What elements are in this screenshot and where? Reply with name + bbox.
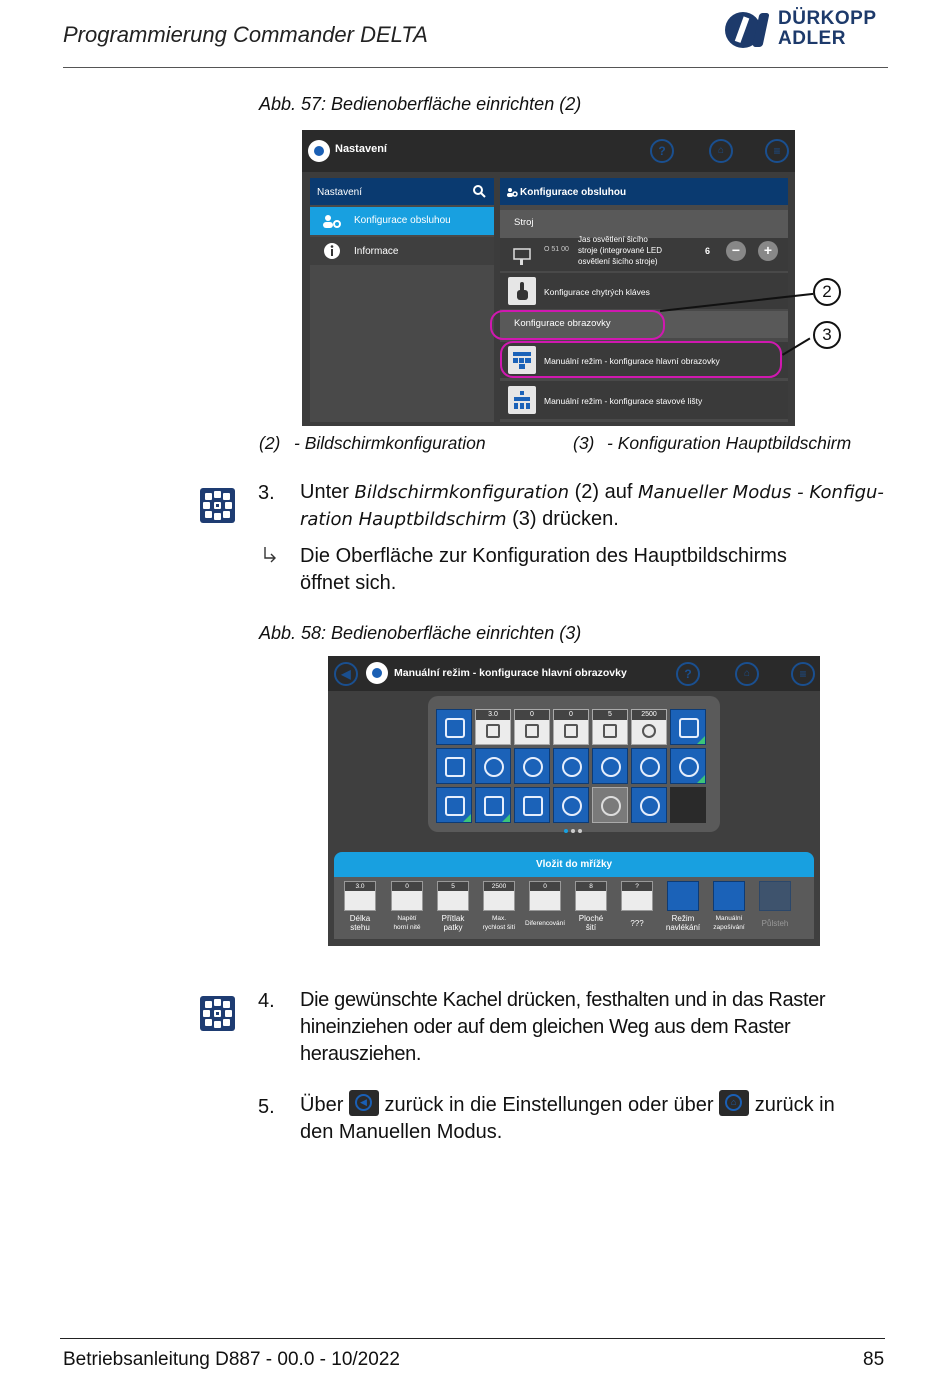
step-3-emph-1: Bildschirmkonfiguration <box>354 482 570 503</box>
smart-keys-label: Konfigurace chytrých kláves <box>544 287 650 297</box>
duerkopp-adler-logo <box>724 8 889 52</box>
tray-tile-manual-backtack-icon[interactable] <box>713 881 745 911</box>
home-button-icon[interactable]: ⌂ <box>735 662 759 686</box>
left-panel-title: Nastavení <box>317 187 363 198</box>
step-5-text <box>300 1090 890 1146</box>
screenshot-main-screen-config <box>328 656 820 946</box>
search-icon[interactable] <box>472 184 486 198</box>
grid-tile-foot-pressure[interactable] <box>592 709 628 745</box>
grid-tile-needle-icon[interactable] <box>670 709 706 745</box>
sidebar-item-informace[interactable] <box>310 237 494 265</box>
tile-value: 3.0 <box>476 710 510 720</box>
service-level-icon <box>200 488 235 523</box>
result-arrow-icon <box>262 546 278 564</box>
grid-tile-wave-icon[interactable] <box>553 748 589 784</box>
grid-tile-threading-icon[interactable] <box>436 709 472 745</box>
step-3-result-line1: Die Oberfläche zur Konfiguration des Hauptbildschirms <box>300 545 787 567</box>
header-rule <box>63 67 888 68</box>
step-4-number: 4. <box>258 990 275 1012</box>
step-3-result-line2: öffnet sich. <box>300 572 397 594</box>
users-gear-icon <box>506 187 518 197</box>
settings-gear-icon <box>308 140 330 162</box>
step-4-line3: herausziehen. <box>300 1043 422 1065</box>
screen-title: Nastavení <box>335 143 387 155</box>
left-panel-header <box>310 178 494 205</box>
step-5-line2: den Manuellen Modus. <box>300 1121 503 1143</box>
logo-text-line2: ADLER <box>778 28 846 49</box>
led-minus-button[interactable]: − <box>726 241 746 261</box>
tile-tray[interactable] <box>334 877 814 939</box>
tile-value: 0 <box>554 710 588 720</box>
tray-label-threading-mode: Režim navlékání <box>665 914 701 932</box>
tray-label-half-stitch: Půlsteh <box>761 919 789 928</box>
step-5-mid: zurück in die Einstellungen oder über <box>384 1094 714 1116</box>
tray-tile-stitch-length[interactable] <box>344 881 376 911</box>
legend-item-3-text: - Konfiguration Hauptbildschirm <box>607 433 852 453</box>
tray-tile-half-stitch-icon[interactable] <box>759 881 791 911</box>
sidebar-item-konfigurace[interactable] <box>310 207 494 235</box>
status-bar-config-label: Manuální režim - konfigurace stavové lišty <box>544 396 703 406</box>
grid-tile-differential[interactable] <box>553 709 589 745</box>
section-stroj: Stroj <box>500 210 788 238</box>
tray-tile-threading-mode-icon[interactable] <box>667 881 699 911</box>
status-bar-config-row[interactable] <box>500 381 788 419</box>
insert-into-grid-bar[interactable]: Vložit do mřížky <box>334 852 814 877</box>
service-level-icon <box>200 996 235 1031</box>
footer-page-number: 85 <box>863 1349 885 1370</box>
legend-item-3-number: (3) <box>573 433 595 453</box>
grid-tile-flat-icon[interactable] <box>514 787 550 823</box>
screen-title: Manuální režim - konfigurace hlavní obrazovky <box>394 667 627 679</box>
led-value: 6 <box>705 246 711 256</box>
grid-tile-pattern-icon[interactable] <box>592 748 628 784</box>
step-4-text <box>300 987 890 1068</box>
led-text-2: osvětlení šicího stroje) <box>578 257 658 266</box>
tile-value: 0 <box>392 882 422 891</box>
logo-mark-icon <box>724 11 776 49</box>
home-button-icon[interactable]: ⌂ <box>709 139 733 163</box>
sidebar-item-label: Konfigurace obsluhou <box>354 215 451 226</box>
main-screen-config-label: Manuální režim - konfigurace hlavní obrazovky <box>544 356 720 366</box>
figure-58-caption: Abb. 58: Bedienoberfläche einrichten (3) <box>259 623 582 643</box>
led-plus-button[interactable]: + <box>758 241 778 261</box>
hand-pointer-icon <box>508 277 536 305</box>
grid-tile-thread-tension[interactable] <box>514 709 550 745</box>
menu-button[interactable]: ≡ <box>765 139 789 163</box>
sewing-machine-icon <box>508 241 536 269</box>
step-5-post: zurück in <box>754 1094 835 1116</box>
document-header-title: Programmierung Commander DELTA <box>63 22 428 47</box>
screen-topbar <box>328 656 820 691</box>
tile-value: 2500 <box>632 710 666 720</box>
legend-item-2-text: - Bildschirmkonfiguration <box>294 433 486 453</box>
tray-label-max-speed: Max. rychlost šití <box>482 915 516 931</box>
callout-2: 2 <box>813 278 841 306</box>
tray-tile-max-speed[interactable] <box>483 881 515 911</box>
tray-tile-thread-tension[interactable] <box>391 881 423 911</box>
grid-tile-needle2-icon[interactable] <box>631 787 667 823</box>
grid-tile-seam2-icon[interactable] <box>475 787 511 823</box>
step-5-pre: Über <box>300 1094 344 1116</box>
menu-button[interactable]: ≡ <box>791 662 815 686</box>
tile-value: 2500 <box>484 882 514 891</box>
step-4-line2: hineinziehen oder auf dem gleichen Weg aus dem Raster <box>300 1016 791 1038</box>
sidebar-item-label: Informace <box>354 246 399 257</box>
step-3-emph-2a: Manueller Modus - Konfigu- <box>638 482 884 503</box>
step-3-result <box>300 543 890 597</box>
back-button-icon[interactable]: ◀ <box>334 662 358 686</box>
tray-label-differential: Diferencování <box>524 920 566 927</box>
highlight-circle-3 <box>500 341 782 378</box>
legend-item-2-number: (2) <box>259 433 281 453</box>
led-code: O 51 00 <box>544 246 569 253</box>
step-5-number: 5. <box>258 1096 275 1118</box>
tray-label-unknown: ??? <box>630 919 644 928</box>
callout-3: 3 <box>813 321 841 349</box>
tile-value: 5 <box>593 710 627 720</box>
tray-tile-foot-pressure[interactable] <box>437 881 469 911</box>
help-button[interactable]: ? <box>650 139 674 163</box>
led-brightness-row[interactable] <box>500 235 788 271</box>
back-button-icon: ◀ <box>349 1090 379 1116</box>
grid-tile-flat-circle-icon[interactable] <box>553 787 589 823</box>
info-icon <box>323 242 341 260</box>
right-panel-title: Konfigurace obsluhou <box>520 187 627 198</box>
step-3-number: 3. <box>258 482 275 504</box>
tray-label-stitch-length: Délka stehu <box>349 914 371 932</box>
tray-label-flat-sewing: Ploché šití <box>578 914 604 932</box>
tray-tile-unknown[interactable] <box>621 881 653 911</box>
tile-value: 3.0 <box>345 882 375 891</box>
highlight-circle-2 <box>490 310 665 340</box>
step-3-emph-2b: ration Hauptbildschirm <box>300 509 507 530</box>
tray-label-foot-pressure: Přítlak patky <box>441 914 465 932</box>
grid-empty-slot[interactable] <box>670 787 706 823</box>
grid-tile-backtack-icon[interactable] <box>436 748 472 784</box>
grid-tile-stitch-length[interactable] <box>475 709 511 745</box>
tile-value: 0 <box>530 882 560 891</box>
section-screen-config[interactable]: Konfigurace obrazovky <box>500 311 788 338</box>
tray-label-manual-backtack: Manuální zapošívání <box>713 915 745 931</box>
screen-topbar <box>302 130 795 172</box>
page-indicator-dots <box>564 829 584 833</box>
right-panel-header <box>500 178 788 205</box>
left-panel <box>310 178 494 422</box>
led-text-top: Jas osvětlení šicího <box>578 235 648 244</box>
grid-tile-machine-icon[interactable] <box>592 787 628 823</box>
logo-text-line1: DÜRKOPP <box>778 8 877 29</box>
grid-tile-tension-icon[interactable] <box>514 748 550 784</box>
grid-tile-seam-icon[interactable] <box>436 787 472 823</box>
footer-rule <box>60 1338 885 1339</box>
tile-grid[interactable] <box>428 696 720 832</box>
tray-tile-differential[interactable] <box>529 881 561 911</box>
step-4-line1: Die gewünschte Kachel drücken, festhalten und in das Raster <box>300 989 826 1011</box>
grid-tile-foot-icon[interactable] <box>670 748 706 784</box>
tile-value: 8 <box>576 882 606 891</box>
home-button-icon: ⌂ <box>719 1090 749 1116</box>
tile-value: ? <box>622 882 652 891</box>
users-gear-icon <box>322 213 342 229</box>
step-3-pre: Unter <box>300 481 355 503</box>
tray-label-thread-tension: Napětí horní nitě <box>393 915 421 931</box>
footer-document-id: Betriebsanleitung D887 - 00.0 - 10/2022 <box>63 1349 400 1370</box>
tile-value: 5 <box>438 882 468 891</box>
step-3-mid: (2) auf <box>569 481 639 503</box>
status-bar-layout-icon <box>508 386 536 414</box>
grid-tile-level-icon[interactable] <box>631 748 667 784</box>
smart-keys-row[interactable] <box>500 273 788 309</box>
grid-tile-stitch-icon[interactable] <box>475 748 511 784</box>
help-button[interactable]: ? <box>676 662 700 686</box>
tile-value: 0 <box>515 710 549 720</box>
settings-gear-icon <box>366 662 388 684</box>
figure-57-caption: Abb. 57: Bedienoberfläche einrichten (2) <box>259 94 582 114</box>
screenshot-settings <box>302 130 795 426</box>
step-3-post: (3) drücken. <box>506 508 619 530</box>
grid-tile-max-speed[interactable] <box>631 709 667 745</box>
led-text-1: stroje (integrované LED <box>578 246 663 255</box>
step-3-text <box>300 479 890 533</box>
tray-tile-flat-sewing[interactable] <box>575 881 607 911</box>
